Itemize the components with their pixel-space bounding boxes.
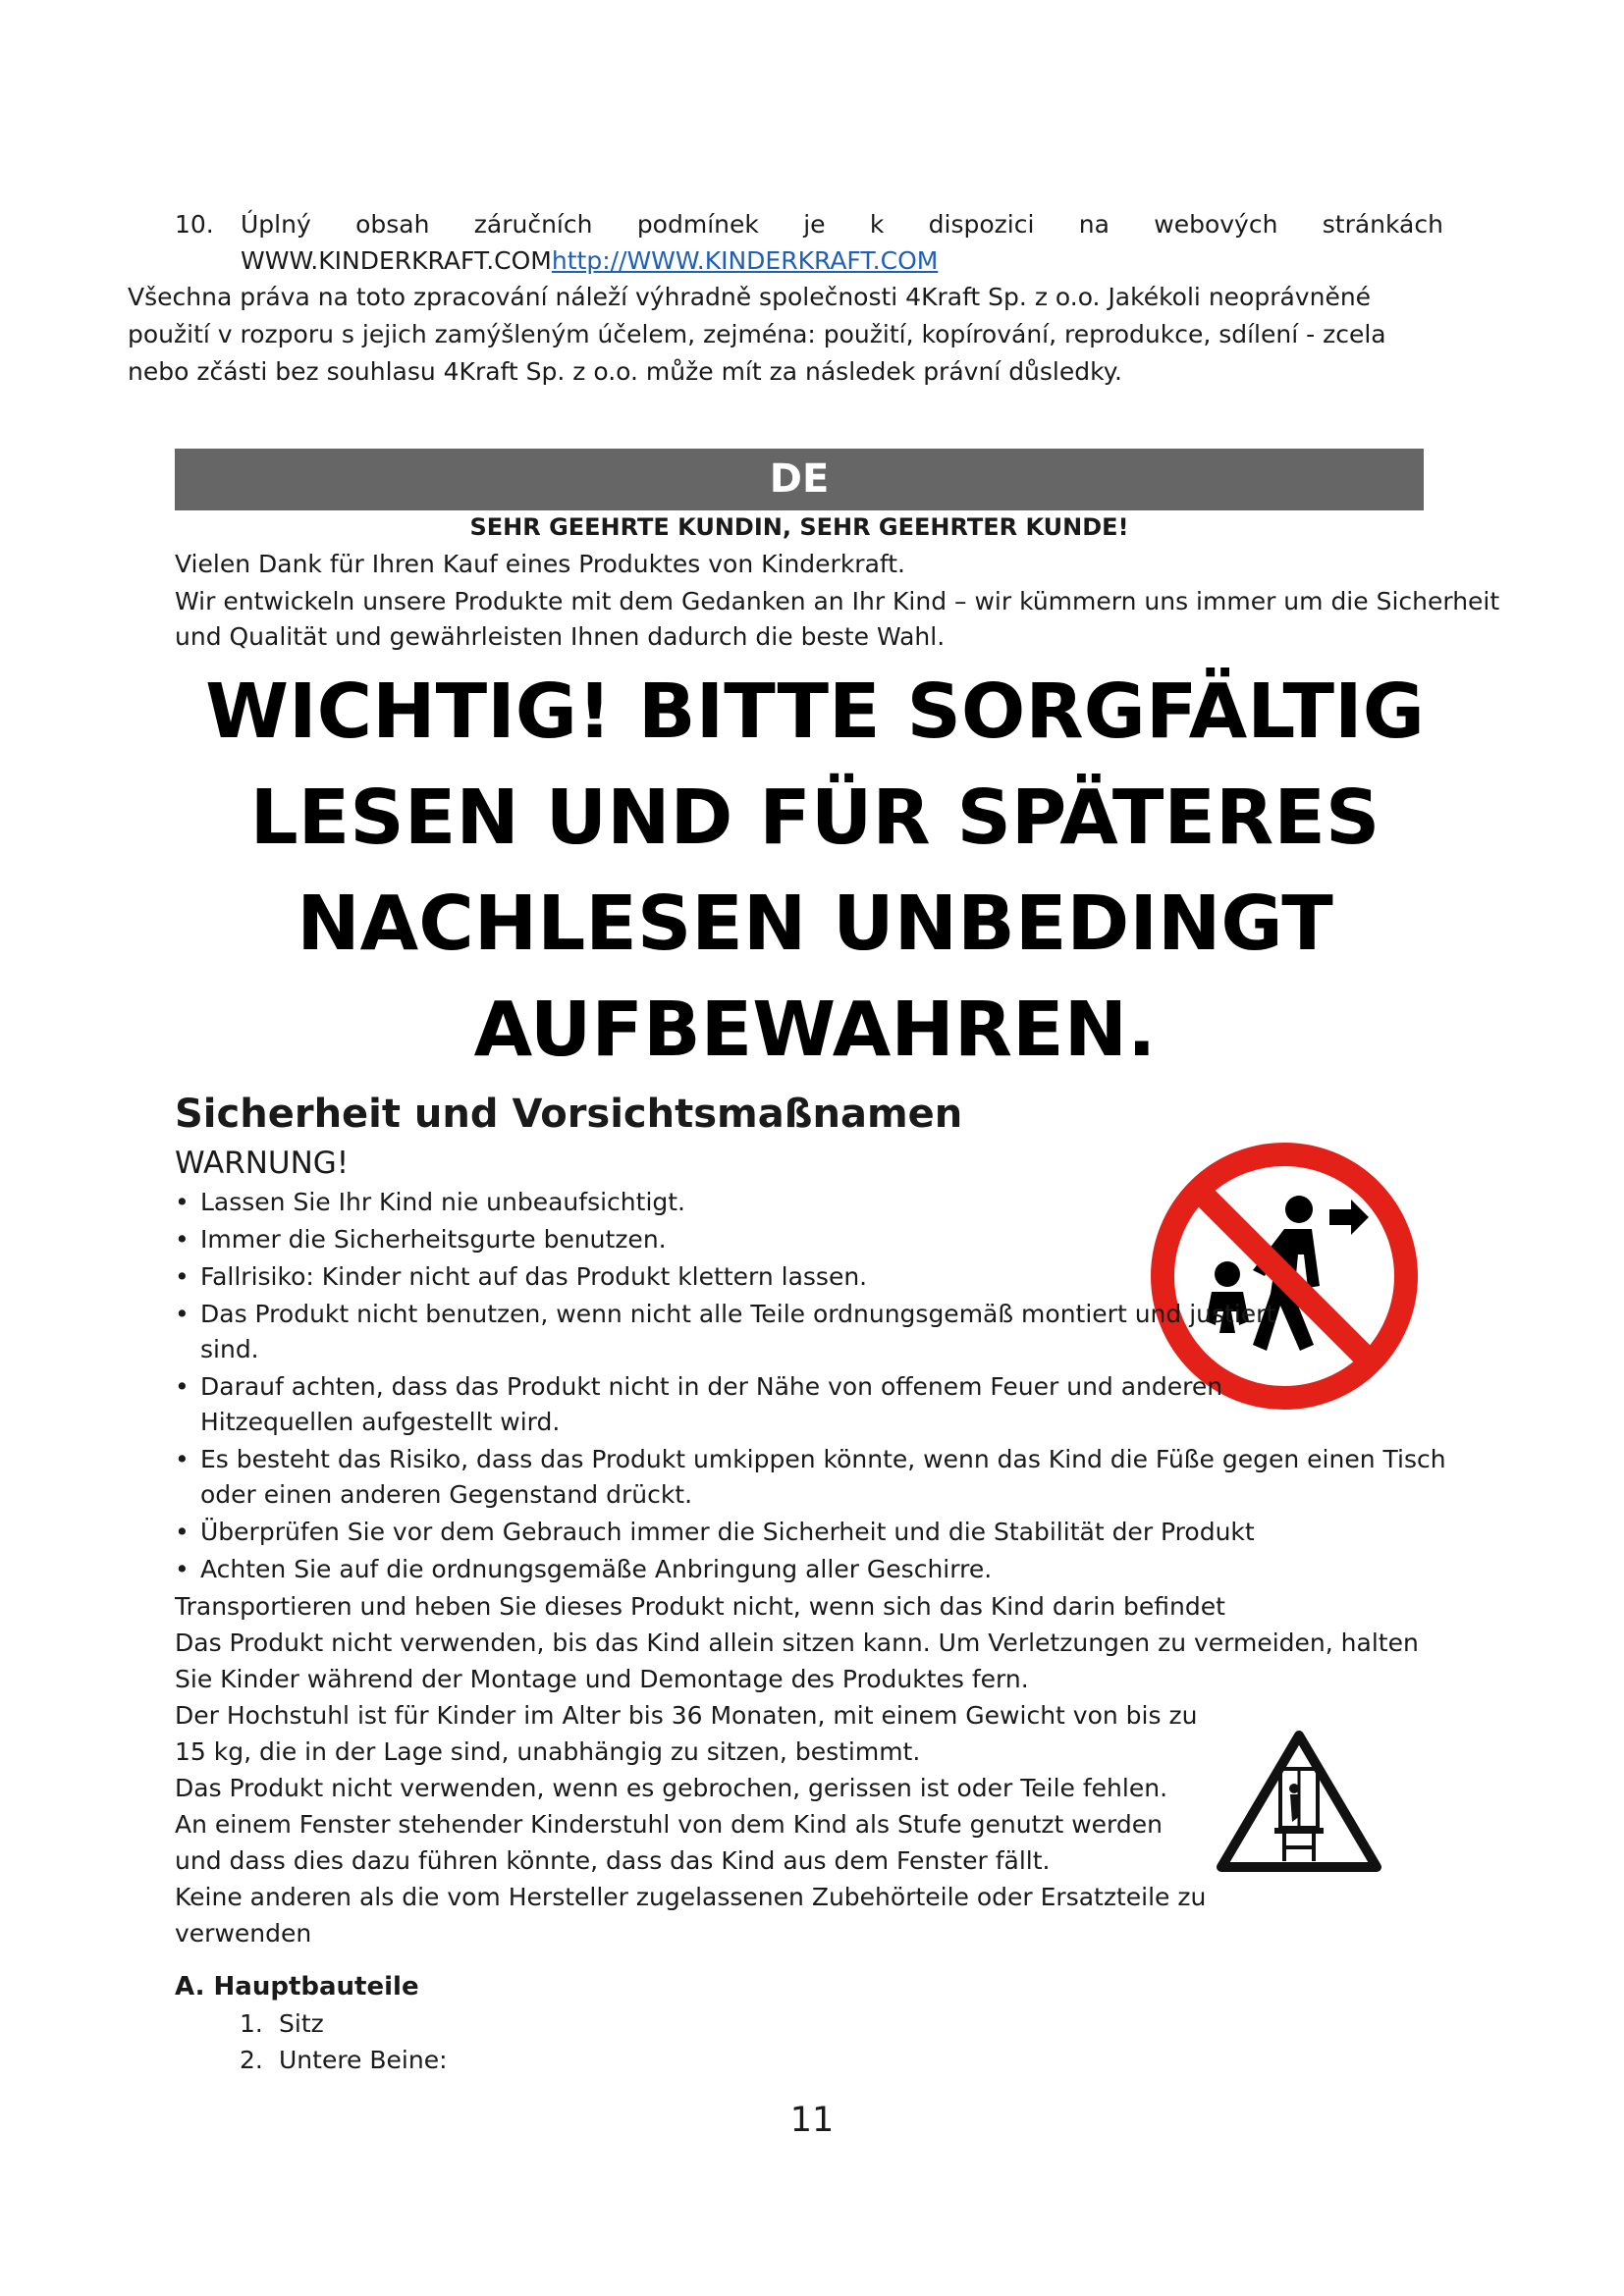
item-10-line2 (241, 242, 938, 279)
word: obsah (355, 210, 430, 239)
website-link[interactable]: http://WWW.KINDERKRAFT.COM (551, 246, 939, 275)
list-item (240, 2005, 448, 2042)
window-fall-warning-icon (1216, 1728, 1382, 1875)
list-item: • Lassen Sie Ihr Kind nie unbeaufsichtigt. (175, 1185, 1471, 1220)
list-number: 2. (240, 2046, 263, 2074)
important-warning (147, 660, 1483, 1084)
word: webových (1154, 210, 1278, 239)
warning-line: NACHLESEN UNBEDINGT (297, 881, 1333, 968)
safety-heading: Sicherheit und Vorsichtsmaßnamen (175, 1092, 963, 1137)
warning-line: AUFBEWAHREN. (473, 987, 1157, 1074)
item-number: 10. (175, 210, 214, 239)
list-number: 1. (240, 2009, 263, 2038)
parts-list (240, 2005, 448, 2078)
thanks-line: Vielen Dank für Ihren Kauf eines Produktes von Kinderkraft. (175, 550, 906, 578)
list-item: • Darauf achten, dass das Produkt nicht in der Nähe von offenem Feuer und anderen Hitzequellen aufgestellt wird. (175, 1369, 1290, 1440)
paragraph: Keine anderen als die vom Hersteller zugelassenen Zubehörteile oder Ersatzteile zu verwenden (175, 1883, 1207, 1948)
paragraph: Der Hochstuhl ist für Kinder im Alter bis 36 Monaten, mit einem Gewicht von bis zu 15 kg, die in der Lage sind, unabhängig zu sitzen, bestimmt. (175, 1701, 1198, 1766)
word: záručních (473, 210, 593, 239)
list-item: • Überprüfen Sie vor dem Gebrauch immer die Sicherheit und die Stabilität der Produkt (175, 1515, 1471, 1550)
paragraph: Das Produkt nicht verwenden, bis das Kind allein sitzen kann. Um Verletzungen zu vermeiden, halten Sie Kinder während der Montage und Demontage des Produktes fern. (175, 1629, 1419, 1693)
word: podmínek (636, 210, 759, 239)
item-10-line1 (241, 206, 1443, 242)
list-item: • Immer die Sicherheitsgurte benutzen. (175, 1222, 1471, 1257)
word: je (803, 210, 826, 239)
list-item: • Das Produkt nicht benutzen, wenn nicht alle Teile ordnungsgemäß montiert und justiert sind. (175, 1297, 1290, 1367)
warning-line: LESEN UND FÜR SPÄTERES (249, 774, 1380, 862)
website-text: WWW.KINDERKRAFT.COM (241, 246, 552, 275)
part-label: Sitz (279, 2009, 324, 2038)
word: na (1078, 210, 1110, 239)
page-number: 11 (789, 2101, 835, 2140)
word: k (869, 210, 885, 239)
list-item: • Es besteht das Risiko, dass das Produkt umkippen könnte, wenn das Kind die Füße gegen einen Tisch oder einen anderen Gegenstand drückt. (175, 1442, 1471, 1513)
part-label: Untere Beine: (279, 2046, 448, 2074)
warning-list (175, 1185, 1471, 1589)
word: stránkách (1322, 210, 1443, 239)
rights-paragraph: Všechna práva na toto zpracování náleží výhradně společnosti 4Kraft Sp. z o.o. Jakékoli neoprávněné použití v rozporu s jejich zamýšleným účelem, zejména: použití, kopírování, reprodukce, sdílení - zcela nebo zčásti bez souhlasu 4Kraft Sp. z o.o. může mít za následek právní důsledky. (128, 283, 1386, 386)
warnung-label: WARNUNG! (175, 1146, 350, 1181)
parts-heading: A. Hauptbauteile (175, 1972, 419, 2002)
list-item (240, 2042, 448, 2078)
word: dispozici (928, 210, 1035, 239)
list-item: • Fallrisiko: Kinder nicht auf das Produkt klettern lassen. (175, 1259, 1471, 1295)
warning-line: WICHTIG! BITTE SORGFÄLTIG (205, 668, 1425, 756)
intro-line-2: und Qualität und gewährleisten Ihnen dadurch die beste Wahl. (175, 622, 946, 651)
word: Úplný (241, 210, 311, 239)
paragraph: Das Produkt nicht verwenden, wenn es gebrochen, gerissen ist oder Teile fehlen. (175, 1774, 1168, 1802)
paragraph: Transportieren und heben Sie dieses Produkt nicht, wenn sich das Kind darin befindet (175, 1592, 1225, 1621)
language-section-bar: DE (175, 449, 1424, 510)
intro-line-1: Wir entwickeln unsere Produkte mit dem Gedanken an Ihr Kind – wir kümmern uns immer um die Sicherheit (175, 587, 1500, 615)
list-item: • Achten Sie auf die ordnungsgemäße Anbringung aller Geschirre. (175, 1552, 1471, 1587)
paragraph: An einem Fenster stehender Kinderstuhl von dem Kind als Stufe genutzt werden und dass dies dazu führen könnte, dass das Kind aus dem Fenster fällt. (175, 1810, 1163, 1875)
greeting-heading: SEHR GEEHRTE KUNDIN, SEHR GEEHRTER KUNDE! (469, 513, 1129, 541)
